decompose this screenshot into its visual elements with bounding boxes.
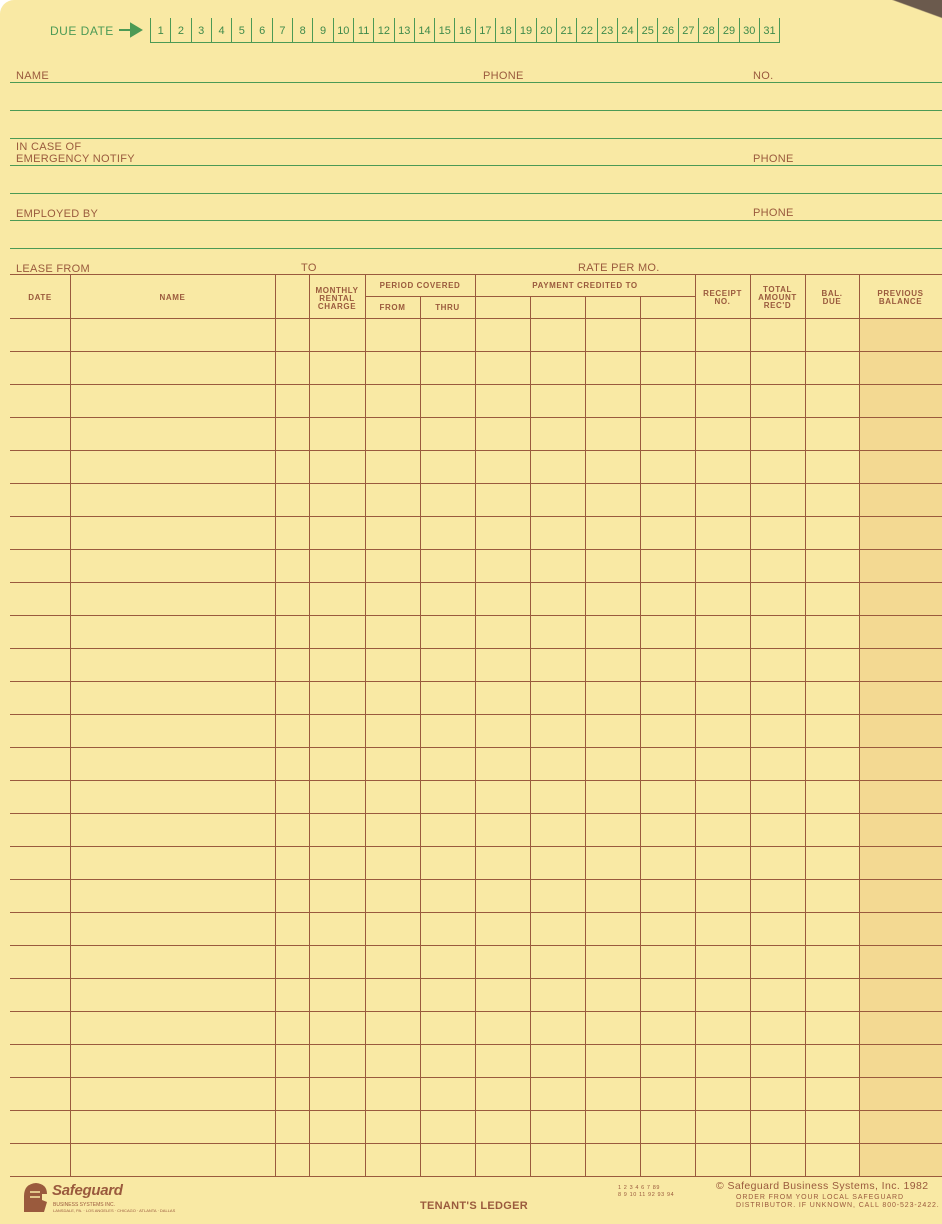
ledger-row-rule [10,384,942,385]
due-day-cell: 14 [415,18,435,42]
column-header-receipt-no [695,290,750,306]
order-note: ORDER FROM YOUR LOCAL SAFEGUARD DISTRIBUTOR. IF UNKNOWN, CALL 800-523-2422. [736,1194,940,1209]
brand-cities: LANSDALE, PA. · LOS ANGELES · CHICAGO · ATLANTA · DALLAS [53,1208,176,1213]
due-day-cell: 31 [760,18,780,42]
lease-to-label: TO [301,262,317,274]
ledger-row-rule [10,1011,942,1012]
ledger-row-rule [10,1044,942,1045]
header-line: REC'D [763,301,792,310]
due-day-cell: 24 [618,18,638,42]
lease-from-label: LEASE FROM [16,263,90,275]
form-title: TENANT'S LEDGER [420,1200,528,1212]
ledger-row-rule [10,681,942,682]
due-day-cell: 25 [638,18,658,42]
ledger-row-rule [10,780,942,781]
ledger-row-rule [10,912,942,913]
ledger-row-rule [10,1110,942,1111]
brand-name: Safeguard [52,1182,123,1199]
due-day-cell: 30 [740,18,760,42]
due-day-cell: 26 [658,18,678,42]
header-line: RECEIPT [703,289,742,298]
header-line: BALANCE [878,297,923,306]
ledger-row-rule [10,1176,942,1177]
emergency-label-line2: EMERGENCY NOTIFY [16,153,135,165]
ledger-row-rule [10,450,942,451]
brand-subtitle: BUSINESS SYSTEMS INC. [53,1202,115,1208]
header-line: MONTHLY [315,286,359,295]
ledger-row-rule [10,978,942,979]
ledger-column-rule [750,274,751,1176]
name-field-label: NAME [16,70,49,82]
form-code-line: 1 2 3 4 6 7 89 [618,1185,661,1191]
due-day-cell: 16 [455,18,475,42]
due-day-cell: 23 [598,18,618,42]
ledger-top-rule [10,274,942,275]
ledger-row-rule [10,615,942,616]
column-header-from: FROM [379,303,406,312]
ledger-row-rule [10,945,942,946]
due-day-cell: 27 [679,18,699,42]
due-day-cell: 20 [537,18,557,42]
ledger-row-rule [10,483,942,484]
number-field-label: NO. [753,70,774,82]
due-day-cell: 8 [293,18,313,42]
column-header-bal-due [805,290,859,306]
due-day-cell: 5 [232,18,252,42]
column-header-date: DATE [28,293,52,302]
ledger-row-rule [10,714,942,715]
due-day-cell: 11 [354,18,374,42]
column-header-payment-credited-to: PAYMENT CREDITED TO [532,281,638,290]
ledger-column-rule [585,296,586,1176]
due-day-cell: 7 [273,18,293,42]
ledger-row-rule [10,648,942,649]
due-day-cell: 4 [212,18,232,42]
ledger-column-rule [530,296,531,1176]
ledger-row-rule [10,351,942,352]
header-line: RENTAL [319,294,355,303]
employer-phone-label: PHONE [753,207,794,219]
header-line: AMOUNT [758,293,797,302]
due-day-cell: 13 [395,18,415,42]
form-code [618,1185,698,1199]
column-header-name: NAME [159,293,186,302]
ledger-row-rule [10,1143,942,1144]
ledger-column-rule [859,274,860,1176]
header-line: PREVIOUS [877,289,924,298]
due-day-cell: 6 [252,18,272,42]
ledger-column-rule [420,296,421,1176]
rate-per-month-label: RATE PER MO. [578,262,660,274]
due-day-cell: 10 [334,18,354,42]
ledger-column-rule [365,274,366,1176]
ledger-row-rule [10,879,942,880]
emergency-label-line1: IN CASE OF [16,141,82,153]
emergency-phone-label: PHONE [753,153,794,165]
due-date-label: DUE DATE [50,24,114,38]
ledger-row-rule [10,1077,942,1078]
employed-by-label: EMPLOYED BY [16,208,99,220]
column-header-previous-balance [859,290,942,306]
due-day-cell: 28 [699,18,719,42]
ledger-column-rule [309,274,310,1176]
due-day-cell: 2 [171,18,191,42]
safeguard-helmet-logo-icon [20,1180,50,1214]
due-day-cell: 1 [151,18,171,42]
due-day-cell: 17 [476,18,496,42]
column-header-monthly-rental-charge [309,287,365,311]
column-header-thru: THRU [435,303,460,312]
ledger-row-rule [10,747,942,748]
due-day-cell: 12 [374,18,394,42]
ledger-row-rule [10,813,942,814]
due-day-cell: 19 [516,18,536,42]
ledger-header-rule [10,318,942,319]
ledger-row-rule [10,846,942,847]
column-header-period-covered: PERIOD COVERED [379,281,461,290]
ledger-row-rule [10,582,942,583]
header-line: NO. [714,297,731,306]
ledger-column-rule [475,274,476,1176]
due-day-cell: 15 [435,18,455,42]
ledger-column-rule [805,274,806,1176]
ledger-column-rule [275,274,276,1176]
copyright-notice: © Safeguard Business Systems, Inc. 1982 [716,1180,929,1192]
due-day-cell: 29 [719,18,739,42]
header-line: CHARGE [317,302,357,311]
due-day-cell: 9 [313,18,333,42]
header-line: TOTAL [763,285,792,294]
due-day-cell: 3 [192,18,212,42]
header-line: BAL. [821,289,843,298]
ledger-column-rule [695,274,696,1176]
due-day-cell: 21 [557,18,577,42]
ledger-row-rule [10,417,942,418]
ledger-row-rule [10,549,942,550]
ledger-row-rule [10,516,942,517]
phone-field-label: PHONE [483,70,524,82]
column-header-total-amount-recd [750,286,805,310]
ledger-column-rule [70,274,71,1176]
due-day-cell: 22 [577,18,597,42]
header-line: DUE [822,297,842,306]
form-code-line: 8 9 10 11 92 93 94 [618,1192,675,1198]
due-day-cell: 18 [496,18,516,42]
ledger-column-rule [640,296,641,1176]
